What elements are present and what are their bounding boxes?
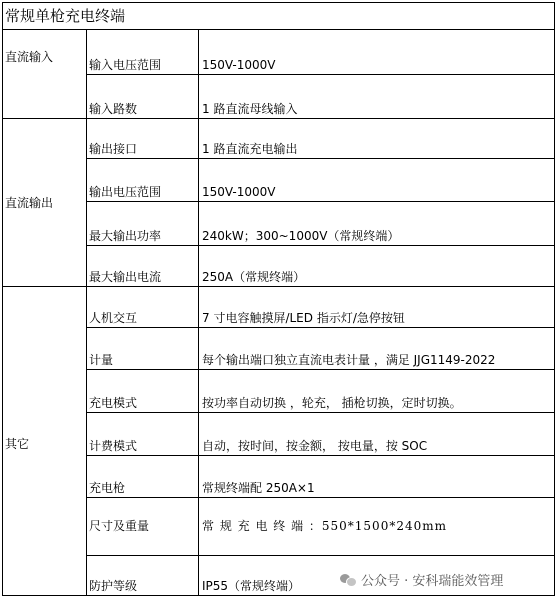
item-label: 输出接口: [87, 119, 199, 159]
table-title: 常规单枪充电终端: [3, 3, 555, 30]
item-label: 充电模式: [87, 370, 199, 413]
item-value: 常规终端配 250A×1: [199, 456, 555, 498]
item-value: IP55（常规终端）: [199, 556, 555, 596]
item-label: 尺寸及重量: [87, 498, 199, 556]
group-dc-input: [3, 30, 87, 119]
item-value: 7 寸电容触摸屏/LED 指示灯/急停按钮: [199, 287, 555, 328]
group-label: 直流输出: [5, 195, 54, 210]
item-label: 最大输出电流: [87, 246, 199, 287]
item-label: 计量: [87, 328, 199, 370]
item-value: 常 规 充 电 终 端 ：550*1500*240mm: [199, 498, 555, 556]
item-value: 按功率自动切换 ，轮充， 插枪切换，定时切换。: [199, 370, 555, 413]
item-label: 人机交互: [87, 287, 199, 328]
group-other: [3, 287, 87, 596]
item-label: 充电枪: [87, 456, 199, 498]
item-label: 输出电压范围: [87, 159, 199, 202]
item-label: 计费模式: [87, 413, 199, 456]
item-value: 150V-1000V: [199, 30, 555, 75]
group-label: 直流输入: [5, 50, 54, 64]
item-value: 1 路直流充电输出: [199, 119, 555, 159]
item-label: 输入电压范围: [87, 30, 199, 75]
watermark-text: 公众号 · 安科瑞能效管理: [361, 574, 504, 589]
table-row: [3, 287, 555, 328]
group-label: 其它: [5, 437, 30, 451]
item-label: 输入路数: [87, 75, 199, 119]
item-value: 150V-1000V: [199, 159, 555, 202]
group-dc-output: [3, 119, 87, 287]
item-value: 250A（常规终端）: [199, 246, 555, 287]
table-row: [3, 30, 555, 75]
watermark: [340, 570, 503, 589]
item-value: 自动，按时间，按金额， 按电量，按 SOC: [199, 413, 555, 456]
table-title-row: [3, 3, 555, 30]
spec-table: [2, 2, 555, 596]
wechat-icon: [340, 573, 356, 587]
item-value: 240kW；300~1000V（常规终端）: [199, 202, 555, 246]
item-label: 防护等级: [87, 556, 199, 596]
item-value: 1 路直流母线输入: [199, 75, 555, 119]
item-label: 最大输出功率: [87, 202, 199, 246]
item-value: 每个输出端口独立直流电表计量 ，满足 JJG1149-2022: [199, 328, 555, 370]
table-row: [3, 119, 555, 159]
